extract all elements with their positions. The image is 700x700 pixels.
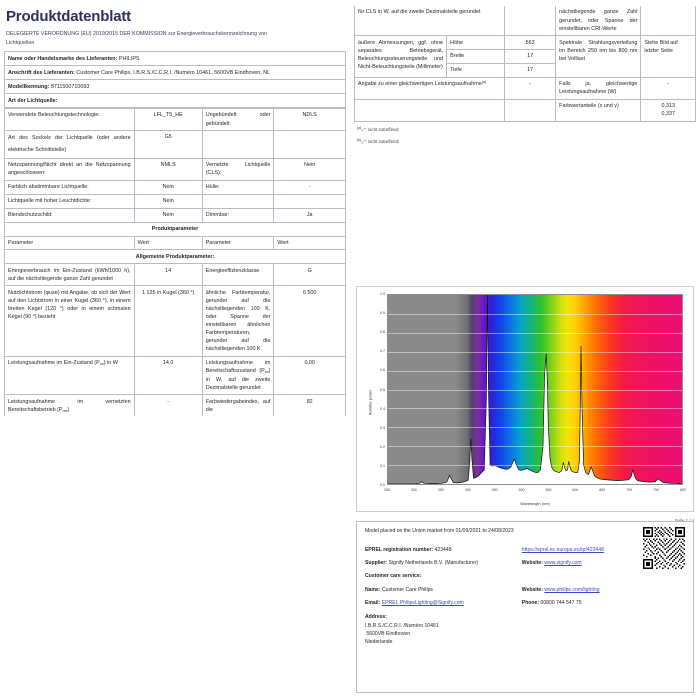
model-cell: [5, 80, 346, 94]
table-row: [5, 250, 346, 264]
pp-param-1: Energieverbrauch im Ein-Zustand (kWh/1000 h), auf die nächstliegende ganze Zahl gerundet: [5, 264, 135, 286]
equivalent-value-1: -: [505, 77, 556, 99]
qr-code-icon: [643, 527, 685, 569]
chart-x-axis-label: Wavelength (nm): [520, 501, 550, 506]
ls-value-2: [274, 131, 346, 159]
dimension-name-tiefe: Tiefe: [447, 63, 505, 77]
chart-y-tick-label: 0.3: [380, 425, 385, 430]
equivalent-param: Angabe zu einer gleichwertigen Leistungsaufnahme$^{(a)}$: [355, 77, 505, 99]
customer-care-heading: [365, 573, 522, 581]
eprel-url-link[interactable]: https://eprel.ec.europa.eu/qr/423448: [521, 546, 604, 553]
chart-x-tick-label: 300: [410, 488, 417, 492]
email-link[interactable]: EPREL.PhilipsLighting@Signify.com: [381, 600, 464, 607]
rt-value-2: [641, 6, 696, 36]
ls-param-1: Art des Sockels der Lichtquelle (oder andere elektrische Schnittstelle): [5, 131, 135, 159]
spectral-power-distribution-chart: [356, 286, 694, 512]
supplier-table: [4, 51, 346, 108]
pp-value-1: 1 125 in Kugel (360 °): [134, 286, 202, 357]
ls-value-1: Nein: [134, 208, 202, 222]
pp-param-1: Leistungsaufnahme im Ein-Zustand $(P_{on})$ in W: [5, 356, 135, 394]
table-row: [5, 264, 346, 286]
right-continuation-table: [354, 6, 696, 122]
chromaticity-param-blank: [355, 99, 505, 121]
ls-value-2: Ja: [274, 208, 346, 222]
chart-x-tick-label: 800: [680, 488, 686, 492]
eprel-info-panel: [356, 521, 694, 693]
chart-gridline: [388, 390, 682, 391]
equivalent-param-2: Falls ja, gleichwertige Leistungsaufnahme (W): [556, 77, 641, 99]
col-header-value-2: Wert: [274, 236, 346, 250]
phone-cell: [522, 600, 685, 608]
pp-value-1: 14: [134, 264, 202, 286]
footnote-b: $^{(b)}$„-“: nicht zutreffend;: [357, 138, 400, 145]
phone-label: Phone:: [521, 600, 540, 607]
product-parameters-title: Produktparameter: [5, 222, 346, 236]
ls-value-1: LFL_T5_HE: [134, 109, 202, 131]
pp-param-1: Nutzlichtstrom (φuse) mit Angabe, ob sich der Wert auf den Lichtstrom in einer Kugel (360 °), in einem breiten Kegel (120 °) oder in einem schmalen Kegel (90 °) bezieht: [5, 286, 135, 357]
table-row: [5, 395, 346, 417]
chart-gridline: [388, 446, 682, 447]
dimensions-label: äußere Abmessungen, ggf. ohne separates Betriebsgerät, Beleuchtungssteuerungsteile und Nicht-Beleuchtungsteile (Millimeter): [355, 36, 447, 78]
eprel-row: [365, 547, 685, 555]
ls-param-2: Ungebündelt oder gebündelt:: [202, 109, 274, 131]
supplier-address-value: Customer Care Philips, I.B.R.S./C.C.R.I. /Numéro 10461, 5600VB Eindhoven, NL: [76, 69, 271, 76]
chart-x-tick-label: 400: [464, 488, 471, 492]
chromaticity-param: Farbwertanteile (x und y): [556, 99, 641, 121]
ls-param-2: Vernetzte Lichtquelle (CLS):: [202, 158, 274, 180]
ls-param-2: [202, 194, 274, 208]
supplier-value: Signify Netherlands B.V. (Manufacturer): [388, 560, 479, 567]
right-column: [354, 6, 696, 147]
model-value: 8711500710093: [50, 83, 90, 90]
chart-gridline: [388, 333, 682, 334]
table-row: [5, 80, 346, 94]
care-website-cell: [522, 587, 685, 595]
chart-y-tick-label: 0.1: [380, 463, 385, 468]
address-line-1: I.B.R.S./C.C.R.I. /Numéro 10461: [365, 622, 439, 629]
chart-gridline: [388, 352, 682, 353]
email-label: Email:: [365, 600, 381, 607]
chart-gridline: [388, 371, 682, 372]
table-row: [355, 6, 696, 36]
eprel-label: EPREL registration number:: [365, 546, 434, 553]
chart-y-tick-label: 0.2: [380, 444, 385, 449]
ls-param-2: [202, 131, 274, 159]
ls-value-1: G5: [134, 131, 202, 159]
supplier-brand-value: PHILIPS: [118, 55, 140, 62]
chart-y-tick-label: 0.9: [380, 311, 385, 316]
chart-x-tick-label: 550: [545, 488, 552, 492]
chart-y-axis-label: Relative power: [367, 389, 373, 415]
table-row: [5, 180, 346, 194]
chart-x-tick-label: 250: [384, 488, 390, 492]
chart-gridline: [388, 465, 682, 466]
col-header-param-2: Parameter: [202, 236, 274, 250]
table-row: [355, 36, 696, 50]
col-header-param-1: Parameter: [5, 236, 135, 250]
dimension-value-hoehe: 563: [505, 36, 556, 50]
chart-y-tick-label: 0.7: [380, 349, 385, 354]
pp-param-2: Energieeffizienzklasse: [202, 264, 274, 286]
pp-param-1: Leistungsaufnahme im vernetzten Bereitschaftsbetrieb $(P_{net})$: [5, 395, 135, 417]
customer-care-label: Customer care service:: [365, 573, 422, 580]
ls-value-1: Nein: [134, 194, 202, 208]
table-row: [5, 356, 346, 394]
chart-x-tick-label: 500: [518, 488, 525, 492]
eprel-registration: [365, 547, 522, 555]
chart-inner: [361, 290, 689, 509]
ls-param-2: Dimmbar:: [202, 208, 274, 222]
ls-value-1: NMLS: [134, 158, 202, 180]
ls-value-2: NDLS: [274, 109, 346, 131]
chart-x-tick-label: 750: [653, 488, 660, 492]
table-row: [5, 109, 346, 131]
address-line-3: Niederlande: [365, 639, 393, 646]
customer-care-row: [365, 573, 685, 581]
table-row: [5, 222, 346, 236]
pp-value-1: -: [134, 395, 202, 417]
ls-param-1: Blendschutzschild:: [5, 208, 135, 222]
pp-param-2: ähnliche Farbtemperatur, gerundet auf die nächstliegenden 100 K, oder Spanne der einstellbaren ähnlichen Farbtemperaturen, gerundet auf die nächstliegenden 100 K: [202, 286, 274, 357]
table-row: [5, 158, 346, 180]
ls-param-2: Hülle:: [202, 180, 274, 194]
col-header-value-1: Wert: [134, 236, 202, 250]
chart-x-tick-label: 450: [491, 488, 498, 492]
chart-gridline: [388, 427, 682, 428]
eprel-value: 423448: [434, 546, 452, 553]
pp-value-1: 14,0: [134, 356, 202, 394]
pp-value-2: 6 500: [274, 286, 346, 357]
pp-value-2: 82: [274, 395, 346, 417]
chart-gridline: [388, 408, 682, 409]
light-source-section-title: Art der Lichtquelle:: [5, 94, 346, 108]
supplier-address-label: Anschrift des Lieferanten:: [8, 69, 75, 76]
dimension-name-hoehe: Höhe: [447, 36, 505, 50]
rt-param-1: für CLS in W, auf die zweite Dezimalstelle gerundet: [355, 6, 505, 36]
chart-plot-area: [387, 294, 683, 485]
pp-value-2: G: [274, 264, 346, 286]
chart-x-tick-label: 350: [437, 488, 444, 492]
table-row: [355, 77, 696, 99]
left-column: [4, 6, 346, 416]
page-title: Produktdatenblatt: [6, 8, 131, 25]
pp-value-2: 0,00: [274, 356, 346, 394]
market-placement-line: Model placed on the Union market from 01/09/2021 to 24/08/2023: [365, 528, 514, 534]
supplier-cell: [365, 560, 522, 568]
care-website-label: Website:: [521, 586, 543, 593]
name-cell: [365, 587, 522, 595]
chromaticity-value-blank: [505, 99, 556, 121]
table-row: [5, 66, 346, 80]
pp-param-2: Leistungsaufnahme im Bereitschaftszustand $(P_{sb})$ in W, auf die zweite Dezimalstelle gerundet: [202, 356, 274, 394]
regulation-subtitle: DELEGIERTE VERORDNUNG (EU) 2019/2015 DER KOMMISSION zur Energieverbrauchskennzeichnung von Lichtquellen: [6, 31, 268, 46]
chart-y-tick-label: 0.0: [380, 483, 385, 487]
ls-value-2: Nein: [274, 158, 346, 180]
supplier-label: Supplier:: [365, 560, 388, 567]
ls-param-1: Farblich abstimmbare Lichtquelle:: [5, 180, 135, 194]
chromaticity-x: 0,313: [661, 103, 675, 110]
phone-value: 00800 744 547 75: [540, 600, 582, 607]
address-label: Address:: [365, 614, 388, 621]
chart-y-tick-label: 0.6: [380, 368, 385, 373]
chart-x-tick-label: 650: [599, 488, 606, 492]
rt-param-2: nächstliegende ganze Zahl gerundet, oder Spanne der einstellbaren CRI-Werte: [556, 6, 641, 36]
light-source-table: [4, 108, 346, 416]
table-row: [5, 94, 346, 108]
table-row: [5, 286, 346, 357]
ls-param-1: Netzspannung/Nicht direkt an die Netzspannung angeschlossen:: [5, 158, 135, 180]
chart-gridline: [388, 484, 682, 485]
chromaticity-y: 0,337: [661, 111, 675, 118]
general-parameters-title: Allgemeine Produktparameter:: [5, 250, 346, 264]
chromaticity-values: [641, 99, 696, 121]
ls-param-1: Lichtquelle mit hoher Leuchtdichte:: [5, 194, 135, 208]
chart-y-tick-label: 0.4: [380, 406, 385, 411]
ls-value-2: [274, 194, 346, 208]
address-line-2: 5600VB Eindhoven: [365, 630, 411, 637]
ls-value-2: -: [274, 180, 346, 194]
supplier-address-cell: [5, 66, 346, 80]
chart-y-tick-label: 1.0: [380, 292, 385, 296]
dimension-name-breite: Breite: [447, 50, 505, 64]
dimension-value-tiefe: 17: [505, 63, 556, 77]
supplier-row: [365, 560, 685, 568]
supplier-brand-label: Name oder Handelsmarke des Lieferanten:: [8, 55, 118, 62]
dimension-value-breite: 17: [505, 50, 556, 64]
table-row: [355, 99, 696, 121]
website-link[interactable]: www.signify.com: [544, 560, 582, 567]
website-label: Website:: [521, 560, 543, 567]
care-website-link[interactable]: www.philips.com/lighting: [544, 586, 600, 593]
email-cell: [365, 600, 522, 608]
address-block: [365, 613, 685, 646]
ls-value-1: Nein: [134, 180, 202, 194]
pp-param-2: Farbwiedergabeindex, auf die: [202, 395, 274, 417]
chart-y-tick-label: 0.8: [380, 330, 385, 335]
name-value: Customer Care Philips: [382, 586, 433, 593]
chart-x-tick-label: 600: [572, 488, 579, 492]
rt-value-1: [505, 6, 556, 36]
spd-value: Siehe Bild auf letzter Seite: [641, 36, 696, 78]
model-label: Modellkennung:: [8, 83, 50, 90]
email-row: [365, 600, 685, 608]
table-row: [5, 236, 346, 250]
supplier-brand-cell: [5, 52, 346, 66]
equivalent-value-2: -: [641, 77, 696, 99]
chart-x-tick-label: 700: [626, 488, 633, 492]
chart-gridline: [388, 314, 682, 315]
table-row: [5, 52, 346, 66]
footnote-a: $^{(a)}$„-“: nicht zutreffend;: [357, 125, 400, 132]
name-label: Name:: [365, 586, 381, 593]
table-row: [5, 131, 346, 159]
ls-param-1: Verwendete Beleuchtungstechnologie:: [5, 109, 135, 131]
table-row: [5, 208, 346, 222]
spd-label: Spektrale Strahlungsverteilung im Bereich 250 nm bis 800 nm bei Volllast: [556, 36, 641, 78]
table-row: [5, 194, 346, 208]
chart-y-tick-label: 0.5: [380, 387, 385, 392]
name-row: [365, 587, 685, 595]
